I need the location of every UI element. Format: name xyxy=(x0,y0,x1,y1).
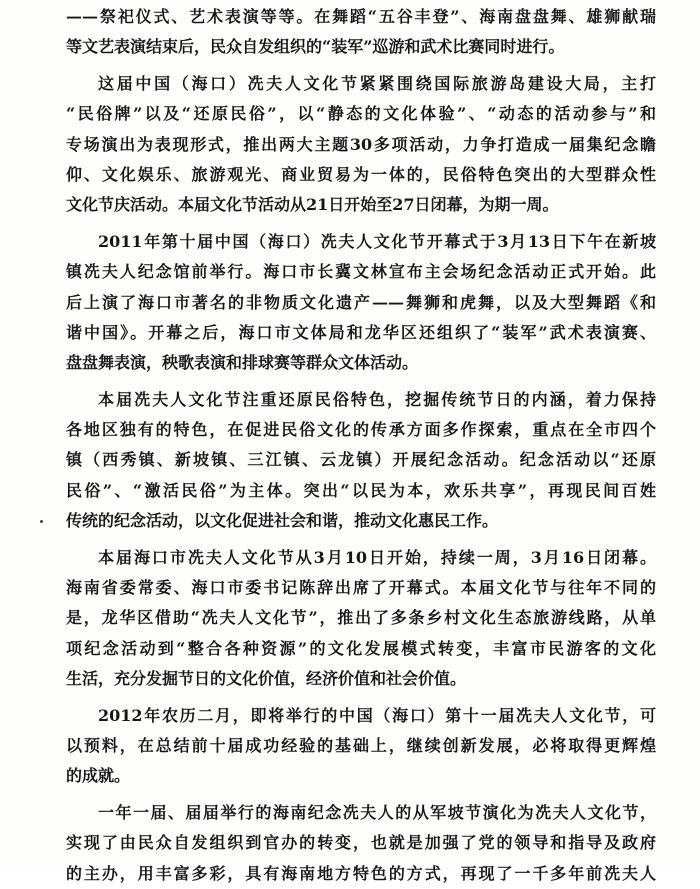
text-line: 的成就。 xyxy=(66,766,131,786)
text-line: 实现了由民众自发组织到官办的转变，也就是加强了党的领导和指导及政府 xyxy=(66,833,656,853)
paragraph xyxy=(66,701,656,792)
text-line: 以预料，在总结前十届成功经验的基础上，继续创新发展，必将取得更辉煌 xyxy=(66,735,656,755)
text-line: 盘盘舞表演，秧歌表演和排球赛等群众文体活动。 xyxy=(66,353,419,373)
text-line: 的主办，用丰富多彩，具有海南地方特色的方式，再现了一千多年前冼夫人 xyxy=(66,863,656,883)
paragraph xyxy=(66,227,656,379)
paragraph xyxy=(66,69,656,221)
text-line: 文化节庆活动。本届文化节活动从21日开始至27日闭幕，为期一周。 xyxy=(66,195,559,215)
document-body xyxy=(66,2,656,889)
text-line: 后上演了海口市著名的非物质文化遗产——舞狮和虎舞，以及大型舞蹈《和 xyxy=(66,292,656,312)
text-line: 谐中国》。开幕之后，海口市文体局和龙华区还组织了“装军”武术表演赛、 xyxy=(66,322,656,342)
text-line: 项纪念活动到“整合各种资源”的文化发展模式转变，丰富市民游客的文化 xyxy=(66,638,656,658)
text-line: 等文艺表演结束后，民众自发组织的“装军”巡游和武术比赛同时进行。 xyxy=(66,37,565,57)
text-line: 2012年农历二月，即将举行的中国（海口）第十一届冼夫人文化节，可 xyxy=(98,705,656,725)
text-line: 生活，充分发掘节日的文化价值，经济价值和社会价值。 xyxy=(66,669,467,689)
text-line: 镇冼夫人纪念馆前举行。海口市长冀文林宣布主会场纪念活动正式开始。此 xyxy=(66,262,656,282)
text-line: 本届海口市冼夫人文化节从3月10日开始，持续一周，3月16日闭幕。 xyxy=(98,547,656,567)
text-line: 一年一届、届届举行的海南纪念冼夫人的从军坡节演化为冼夫人文化节， xyxy=(98,802,656,822)
text-line: 2011年第十届中国（海口）冼夫人文化节开幕式于3月13日下午在新坡 xyxy=(98,231,656,251)
text-line: “民俗牌”以及“还原民俗”，以“静态的文化体验”、“动态的活动参与”和 xyxy=(66,104,656,124)
paragraph xyxy=(66,798,656,889)
text-line: 海南省委常委、海口市委书记陈辞出席了开幕式。本届文化节与往年不同的 xyxy=(66,578,656,598)
scan-speck xyxy=(40,520,43,523)
text-line: 仰、文化娱乐、旅游观光、商业贸易为一体的，民俗特色突出的大型群众性 xyxy=(66,164,656,184)
text-line: 镇（西秀镇、新坡镇、三江镇、云龙镇）开展纪念活动。纪念活动以“还原 xyxy=(66,450,656,470)
paragraph xyxy=(66,2,656,63)
paragraph xyxy=(66,385,656,537)
text-line: 是，龙华区借助“冼夫人文化节”，推出了多条乡村文化生态旅游线路，从单 xyxy=(66,608,656,628)
text-line: 各地区独有的特色，在促进民俗文化的传承方面多作探索，重点在全市四个 xyxy=(66,420,656,440)
text-line: 本届冼夫人文化节注重还原民俗特色，挖掘传统节日的内涵，着力保持 xyxy=(98,389,656,409)
paragraph xyxy=(66,543,656,695)
text-line: 专场演出为表现形式，推出两大主题30多项活动，力争打造成一届集纪念瞻 xyxy=(66,134,656,154)
text-line: ——祭祀仪式、艺术表演等等。在舞蹈“五谷丰登”、海南盘盘舞、雄狮献瑞 xyxy=(66,7,656,26)
text-line: 传统的纪念活动，以文化促进社会和谐，推动文化惠民工作。 xyxy=(66,511,499,531)
text-line: 民俗”、“激活民俗”为主体。突出“以民为本，欢乐共享”，再现民间百姓 xyxy=(66,480,656,500)
text-line: 这届中国（海口）冼夫人文化节紧紧围绕国际旅游岛建设大局，主打 xyxy=(98,73,656,93)
